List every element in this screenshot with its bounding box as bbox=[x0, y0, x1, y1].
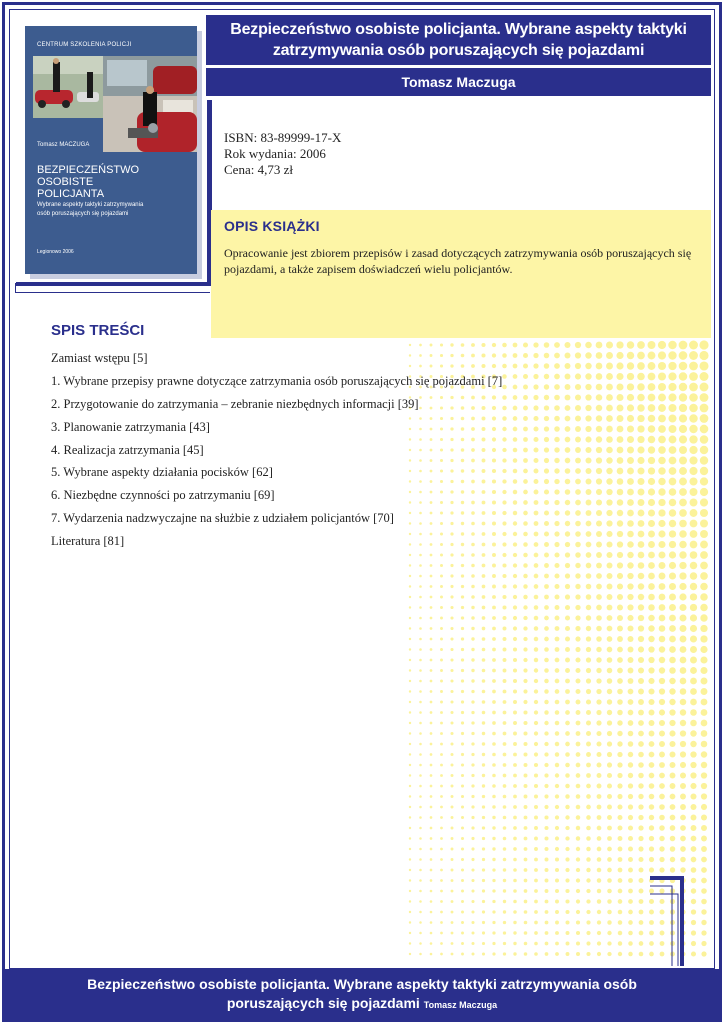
cover-subtitle-line2: osób poruszających się pojazdami bbox=[37, 211, 129, 217]
cover-title bbox=[37, 164, 139, 200]
toc-item: 7. Wydarzenia nadzwyczajne na służbie z udziałem policjantów [70] bbox=[51, 511, 394, 526]
toc-item: 5. Wybrane aspekty działania pocisków [62] bbox=[51, 465, 273, 480]
book-cover-image bbox=[25, 26, 197, 274]
footer-title-line1: Bezpieczeństwo osobiste policjanta. Wybrane aspekty taktyki zatrzymywania osób bbox=[87, 976, 637, 992]
cover-photo bbox=[33, 56, 197, 152]
cover-place-year: Legionowo 2006 bbox=[37, 249, 74, 255]
footer-author: Tomasz Maczuga bbox=[423, 1000, 498, 1010]
header-author: Tomasz Maczuga bbox=[206, 68, 711, 96]
toc-item: 3. Planowanie zatrzymania [43] bbox=[51, 419, 210, 434]
toc-heading: SPIS TREŚCI bbox=[51, 322, 145, 339]
toc-item: 6. Niezbędne czynności po zatrzymaniu [69] bbox=[51, 488, 275, 503]
footer-title-line2-text: poruszających się pojazdami bbox=[226, 995, 420, 1011]
cover-subtitle-line1: Wybrane aspekty taktyki zatrzymywania bbox=[37, 202, 144, 208]
toc-item: Zamiast wstępu [5] bbox=[51, 351, 148, 365]
cover-title-line3: POLICJANTA bbox=[37, 188, 105, 200]
description-heading: OPIS KSIĄŻKI bbox=[224, 218, 320, 234]
cover-bracket-underline bbox=[15, 292, 210, 293]
header-title bbox=[206, 15, 711, 65]
cover-subtitle bbox=[37, 201, 143, 219]
price: Cena: 4,73 zł bbox=[224, 162, 293, 177]
header-title-line1: Bezpieczeństwo osobiste policjanta. Wybrane aspekty taktyki bbox=[230, 21, 687, 38]
cover-publisher: CENTRUM SZKOLENIA POLICJI bbox=[37, 42, 132, 48]
header-title-line2: zatrzymywania osób poruszających się pojazdami bbox=[272, 42, 645, 59]
description-text: Opracowanie jest zbiorem przepisów i zasad dotyczących zatrzymywania osób poruszających się pojazdami, a także zapisem doświadczeń wielu policjantów. bbox=[224, 246, 692, 276]
cover-title-line2: OSOBISTE bbox=[37, 176, 94, 188]
footer-title-line2 bbox=[5, 994, 719, 1015]
isbn: ISBN: 83-89999-17-X bbox=[224, 130, 342, 145]
toc-list bbox=[51, 350, 502, 556]
toc-item: 2. Przygotowanie do zatrzymania – zebranie niezbędnych informacji [39] bbox=[51, 396, 419, 411]
toc-item: Literatura [81] bbox=[51, 534, 125, 549]
cover-author: Tomasz MACZUGA bbox=[37, 142, 90, 148]
footer bbox=[5, 969, 719, 1019]
publication-year: Rok wydania: 2006 bbox=[224, 146, 326, 161]
cover-bracket-horizontal bbox=[16, 282, 212, 286]
corner-ornament bbox=[650, 876, 686, 968]
toc-item: 4. Realizacja zatrzymania [45] bbox=[51, 442, 204, 457]
toc-item: 1. Wybrane przepisy prawne dotyczące zatrzymania osób poruszających się pojazdami [7] bbox=[51, 373, 503, 388]
cover-title-line1: BEZPIECZEŃSTWO bbox=[37, 164, 140, 176]
book-details bbox=[224, 130, 341, 178]
